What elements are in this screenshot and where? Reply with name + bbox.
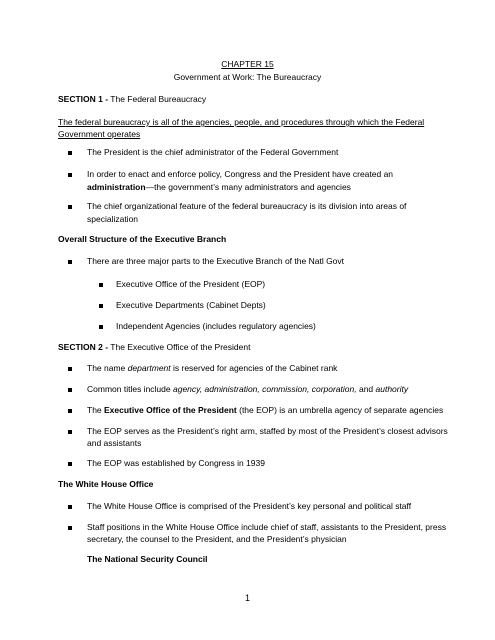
bureaucracy-definition-line2: Government operates <box>58 129 141 139</box>
bullet-icon <box>68 430 72 434</box>
administration-term: administration <box>87 182 146 192</box>
wh-bullet2-line1: Staff positions in the White House Office include chief of staff, assistants to the President, press <box>87 522 447 532</box>
eop-term: Executive Office of the President <box>104 405 237 415</box>
structure-part-eop: Executive Office of the President (EOP) <box>116 279 266 289</box>
bureaucracy-definition-line1: The federal bureaucracy is all of the agencies, people, and procedures through which the Federal <box>58 117 425 127</box>
page-number: 1 <box>244 593 250 603</box>
structure-part-independent: Independent Agencies (includes regulatory agencies) <box>116 321 316 331</box>
bullet-icon <box>68 388 72 392</box>
section2-title: The Executive Office of the President <box>108 342 251 352</box>
s2-bullet4-line2: and assistants <box>87 438 142 448</box>
s1-bullet3-line1: The chief organizational feature of the federal bureaucracy is its division into areas of <box>87 201 407 211</box>
bullet-icon <box>68 205 72 209</box>
s2-bullet1 <box>87 362 337 375</box>
section1-title: The Federal Bureaucracy <box>108 94 207 104</box>
section2-heading <box>58 341 448 354</box>
chapter-title: Government at Work: The Bureaucracy <box>173 72 322 82</box>
bullet-icon <box>68 173 72 177</box>
structure-heading: Overall Structure of the Executive Branch <box>58 234 227 244</box>
s2-b2-titles: agency, administration, commission, corporation, <box>172 384 357 394</box>
s2-b1-post: is reserved for agencies of the Cabinet rank <box>170 363 338 373</box>
s2-b3-pre: The <box>87 405 105 415</box>
wh-bullet2-line2: secretary, the counsel to the President, and the President’s physician <box>87 534 347 544</box>
s2-b3-post: (the EOP) is an umbrella agency of separate agencies <box>236 405 444 415</box>
bullet-icon <box>99 325 103 329</box>
s1-bullet2-line2 <box>87 181 351 194</box>
section2-label: SECTION 2 - <box>58 342 109 352</box>
s2-b1-pre: The name <box>87 363 128 373</box>
administration-definition: —the government’s many administrators and agencies <box>145 182 351 192</box>
bullet-icon <box>99 283 103 287</box>
bullet-icon <box>68 526 72 530</box>
s2-b2-authority: authority <box>375 384 409 394</box>
s2-b2-mid: and <box>356 384 376 394</box>
nsc-subheading: The National Security Council <box>87 554 208 564</box>
s2-bullet3 <box>87 404 443 417</box>
bullet-icon <box>68 367 72 371</box>
whitehouse-heading: The White House Office <box>58 479 154 489</box>
department-term: department <box>127 363 171 373</box>
bullet-icon <box>68 462 72 466</box>
s2-bullet5: The EOP was established by Congress in 1939 <box>87 458 265 468</box>
s1-bullet1-text: The President is the chief administrator of the Federal Government <box>87 147 339 157</box>
s2-bullet2 <box>87 383 408 396</box>
bullet-icon <box>68 260 72 264</box>
wh-bullet1: The White House Office is comprised of the President’s key personal and political staff <box>87 501 412 511</box>
s1-bullet3-line2: specialization <box>87 214 139 224</box>
s1-bullet2-line1: In order to enact and enforce policy, Congress and the President have created an <box>87 169 394 179</box>
chapter-number: CHAPTER 15 <box>221 59 274 69</box>
bullet-icon <box>68 505 72 509</box>
bullet-icon <box>68 151 72 155</box>
s2-bullet4-line1: The EOP serves as the President’s right arm, staffed by most of the President’s closest advisors <box>87 426 448 436</box>
section1-label: SECTION 1 - <box>58 94 109 104</box>
bullet-icon <box>99 304 103 308</box>
s2-b2-pre: Common titles include <box>87 384 173 394</box>
structure-part-departments: Executive Departments (Cabinet Depts) <box>116 300 266 310</box>
bullet-icon <box>68 409 72 413</box>
section1-heading <box>58 93 448 106</box>
structure-intro: There are three major parts to the Executive Branch of the Natl Govt <box>87 256 345 266</box>
